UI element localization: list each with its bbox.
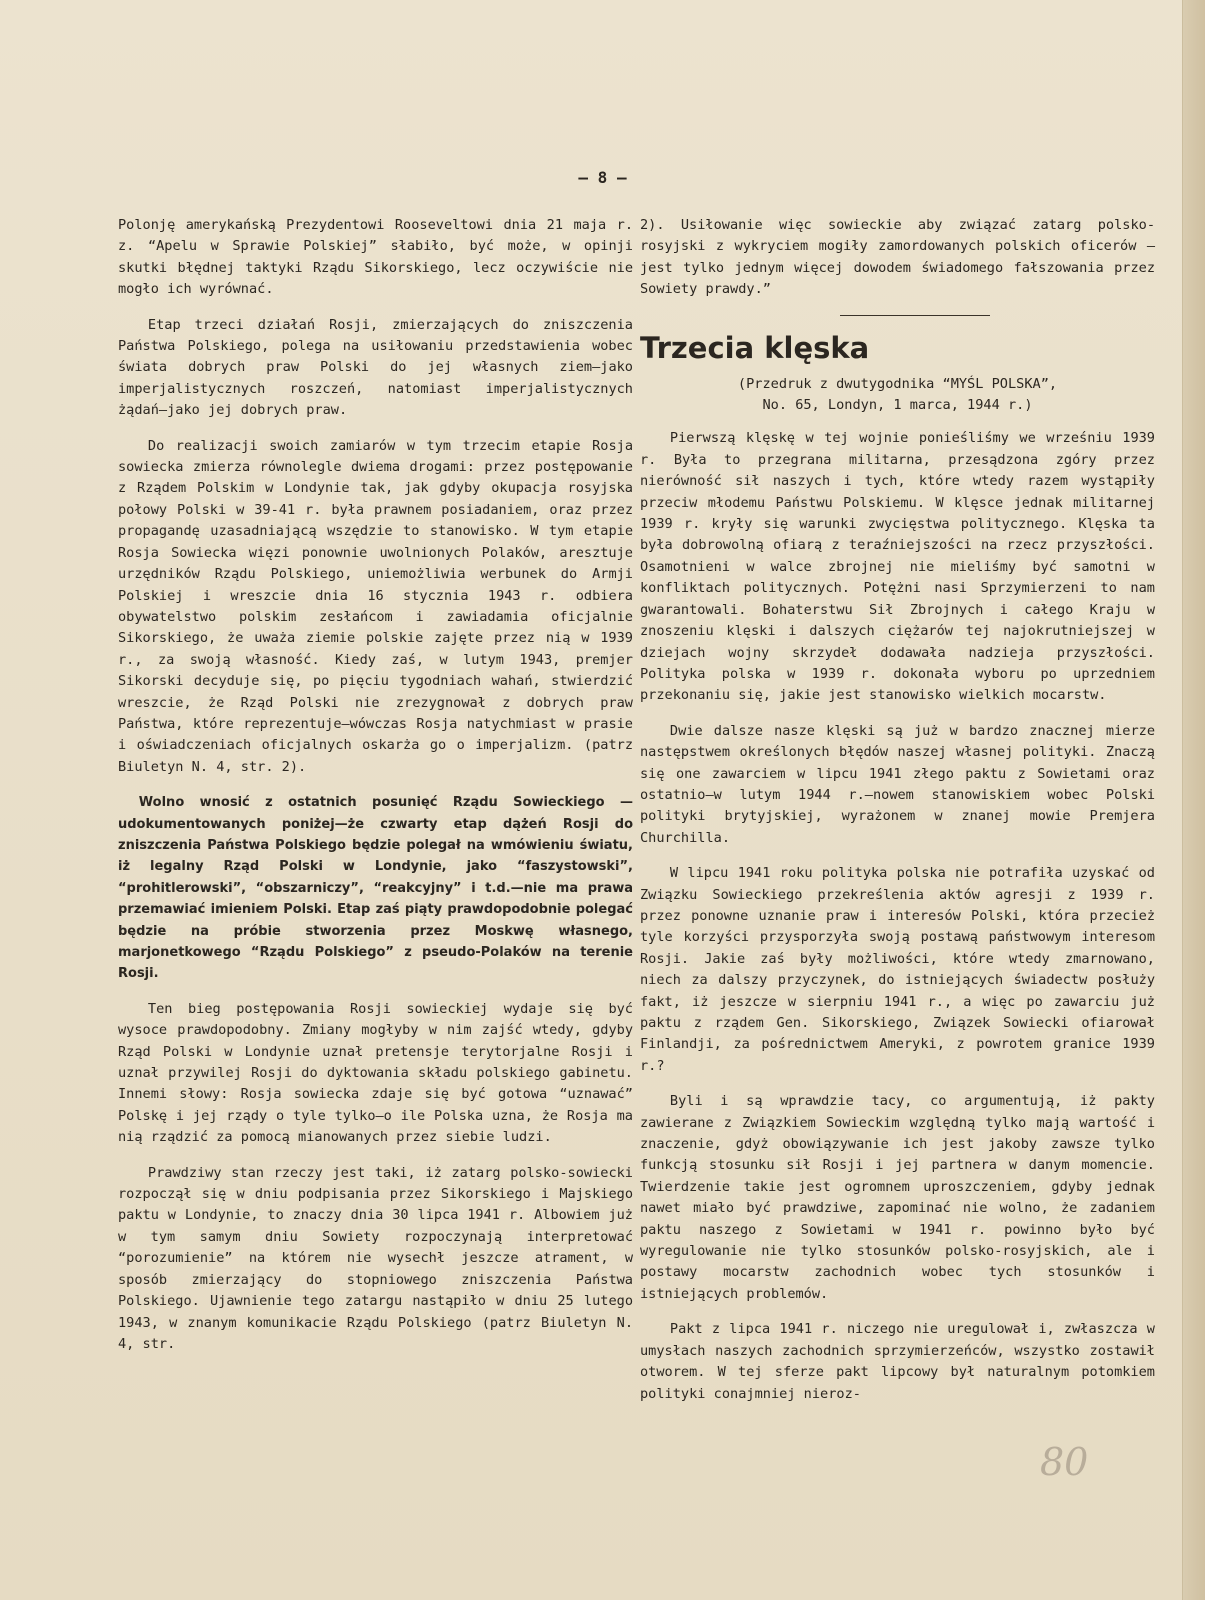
paragraph: Prawdziwy stan rzeczy jest taki, iż zatarg polsko-sowiecki rozpoczął się w dniu podpisania przez Sikorskiego i Majskiego paktu w Londynie, to znaczy dnia 30 lipca 1941 r. Albowiem już w tym samym dniu Sowiety rozpoczynają interpretować “porozumienie” na którem nie wysechł jeszcze atrament, w sposób zmierzający do stopniowego zniszczenia Państwa Polskiego. Ujawnienie tego zatargu nastąpiło w dniu 25 lutego 1943, w znanym komunikacie Rządu Polskiego (patrz Biuletyn N. 4, str.: [118, 1164, 633, 1352]
paragraph: 2). Usiłowanie więc sowieckie aby związać zatarg polsko-rosyjski z wykryciem mogiły zamordowanych polskich oficerów — jest tylko jednym więcej dowodem świadomego fałszowania przez Sowiety prawdy.”: [640, 217, 1155, 298]
paragraph: Pakt z lipca 1941 r. niczego nie uregulował i, zwłaszcza w umysłach naszych zachodnich sprzymierzeńców, wszystko zostawił otworem. W tej sferze pakt lipcowy był naturalnym potomkiem polityki conajmniej nieroz-: [640, 1321, 1155, 1402]
left-column: [118, 215, 633, 1369]
reprint-line: (Przedruk z dwutygodnika “MYŚL POLSKA”,: [737, 375, 1058, 392]
paragraph: Pierwszą klęskę w tej wojnie ponieśliśmy we wrześniu 1939 r. Była to przegrana militarna, przesądzona zgóry przez nierówność sił naszych i tych, które wtedy razem wystąpiły przeciw młodemu Państwu Polskiemu. W klęsce jednak militarnej 1939 r. kryły się warunki zwycięstwa politycznego. Klęska ta była dobrowolną ofiarą z teraźniejszości na rzecz przyszłości. Osamotnieni w walce zbrojnej nie mieliśmy być samotni w konfliktach politycznych. Potężni nasi Sprzymierzeni to nam gwarantowali. Bohaterstwu Sił Zbrojnych i całego Kraju w znoszeniu klęski i dalszych ciężarów tej najokrutniejszej w dziejach wojny skrzydeł dodawała nadzieja przyszłości. Polityka polska w 1939 r. dokonała wyboru po uprzedniem przekonaniu się, jakie jest stanowisko wielkich mocarstw.: [640, 430, 1155, 704]
section-title: Trzecia klęska: [640, 330, 870, 365]
reprint-line: No. 65, Londyn, 1 marca, 1944 r.): [762, 397, 1033, 414]
page-spine: [1182, 0, 1205, 1600]
page-number: — 8 —: [578, 168, 627, 187]
paragraph: Dwie dalsze nasze klęski są już w bardzo znacznej mierze następstwem określonych błędów naszej własnej polityki. Znaczą się one zawarciem w lipcu 1941 złego paktu z Sowietami oraz ostatnio—w lutym 1944 r.—nowem stanowiskiem wobec Polski polityki brytyjskiej, wyrażonem w znanej mowie Premjera Churchilla.: [640, 722, 1155, 846]
paragraph: Do realizacji swoich zamiarów w tym trzecim etapie Rosja sowiecka zmierza równolegle dwiema drogami: przez postępowanie z Rządem Polskim w Londynie tak, jak gdyby okupacja rosyjska połowy Polski w 39-41 r. była prawnem posiadaniem, oraz przez propagandę uzasadniającą wszędzie to stanowisko. W tym etapie Rosja Sowiecka więzi ponownie uwolnionych Polaków, aresztuje urzędników Rządu Polskiego, uniemożliwia werbunek do Armji Polskiej i wreszcie dnia 16 stycznia 1943 r. odbiera obywatelstwo polskim zesłańcom i zawiadamia oficjalnie Sikorskiego, że uważa ziemie polskie zajęte przez nią w 1939 r., za swoją własność. Kiedy zaś, w lutym 1943, premjer Sikorski decyduje się, po pięciu tygodniach wahań, stwierdzić wreszcie, że Rząd Polski nie zrezygnował z dobrych praw Państwa, które reprezentuje—wówczas Rosja natychmiast w prasie i oświadczeniach oficjalnych oskarża go o imperjalizm. (patrz Biuletyn N. 4, str. 2).: [118, 437, 633, 775]
bold-paragraph: Wolno wnosić z ostatnich posunięć Rządu Sowieckiego —udokumentowanych poniżej—że czwarty etap dążeń Rosji do zniszczenia Państwa Polskiego będzie polegał na wmówieniu światu, iż legalny Rząd Polski w Londynie, jako “faszystowski”, “prohitlerowski”, “obszarniczy”, “reakcyjny” i t.d.—nie ma prawa przemawiać imieniem Polski. Etap zaś piąty prawdopodobnie polegać będzie na próbie stworzenia przez Moskwę własnego, marjonetkowego “Rządu Polskiego” z pseudo-Polaków na terenie Rosji.: [118, 795, 633, 982]
right-column: [640, 215, 1155, 1419]
handwritten-page-mark: 80: [1040, 1440, 1089, 1484]
paragraph: Ten bieg postępowania Rosji sowieckiej wydaje się być wysoce prawdopodobny. Zmiany mogłyby w nim zajść wtedy, gdyby Rząd Polski w Londynie uznał pretensje terytorjalne Rosji i uznał przywilej Rosji do dyktowania składu polskiego gabinetu. Innemi słowy: Rosja sowiecka zdaje się być gotowa “uznawać” Polskę i jej rządy o tyle tylko—o ile Polska uzna, że Rosja ma nią rządzić za pomocą mianowanych przez siebie ludzi.: [118, 1000, 633, 1146]
reprint-note: [640, 374, 1155, 417]
paragraph: W lipcu 1941 roku polityka polska nie potrafiła uzyskać od Związku Sowieckiego przekreślenia aktów agresji z 1939 r. przez ponowne uznanie praw i interesów Polski, która przecież tyle korzyści przysporzyła swoją postawą państwowym interesom Rosji. Jakie zaś były możliwości, które wtedy zmarnowano, niech za dalszy przyczynek, do istniejących świadectw posłuży fakt, iż jeszcze w sierpniu 1941 r., a więc po zawarciu już paktu z rządem Gen. Sikorskiego, Związek Sowiecki ofiarował Finlandji, za pośrednictwem Ameryki, z powrotem granice 1939 r.?: [640, 865, 1155, 1074]
paragraph: Byli i są wprawdzie tacy, co argumentują, iż pakty zawierane z Związkiem Sowieckim względną tylko mają wartość i znaczenie, gdyż obowiązywanie ich jest jakoby zawsze tylko funkcją stosunku sił Rosji i jej partnera w danym momencie. Twierdzenie takie jest ogromnem uproszczeniem, gdyby jednak nawet miało być prawdziwe, zapominać nie wolno, że zadaniem paktu naszego z Sowietami w 1941 r. powinno było być wyregulowanie nie tylko stosunków polsko-rosyjskich, ale i postawy mocarstw zachodnich wobec tych stosunków i istniejących problemów.: [640, 1093, 1155, 1302]
section-divider: [840, 315, 990, 316]
paragraph: Etap trzeci działań Rosji, zmierzających do zniszczenia Państwa Polskiego, polega na usiłowaniu przedstawienia wobec świata dobrych praw Polski do jej własnych ziem—jako imperjalistycznych roszczeń, natomiast imperjalistycznych żądań—jako jej dobrych praw.: [118, 316, 633, 419]
paragraph: Polonję amerykańską Prezydentowi Rooseveltowi dnia 21 maja r. z. “Apelu w Sprawie Polskiej” słabiło, być może, w opinji skutki błędnej taktyki Rządu Sikorskiego, lecz oczywiście nie mogło ich wyrównać.: [118, 217, 633, 298]
